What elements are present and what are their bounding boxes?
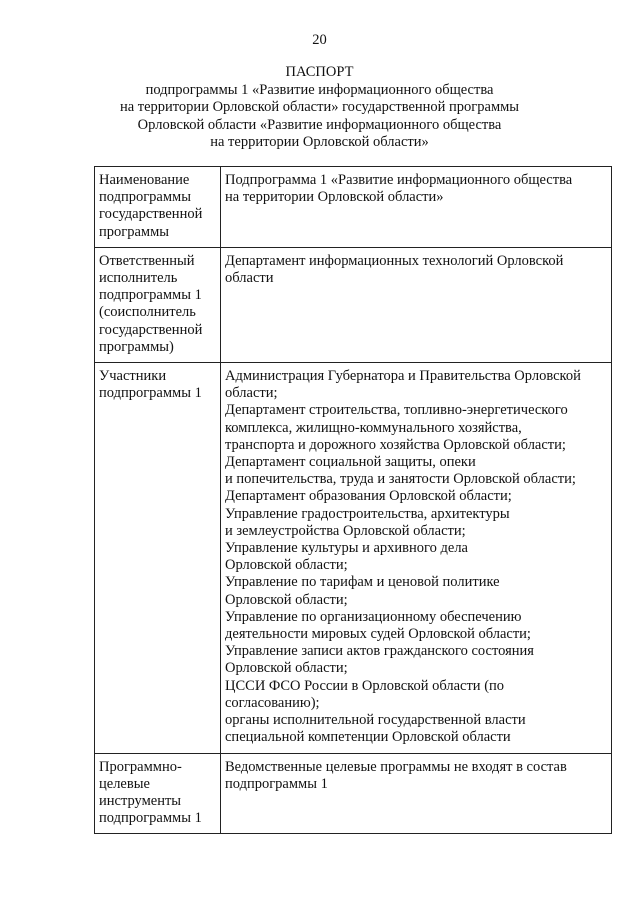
row-value-line: комплекса, жилищно-коммунального хозяйства,	[225, 419, 522, 436]
subtitle-line: Орловской области «Развитие информационного общества	[137, 116, 502, 133]
row-label-line: целевые	[99, 775, 150, 792]
row-value-line: Департамент информационных технологий Орловской	[225, 252, 564, 269]
row-label-line: государственной	[99, 321, 203, 338]
row-value-line: Управление культуры и архивного дела	[225, 540, 468, 557]
document-header	[0, 64, 639, 152]
row-value-line: подпрограммы 1	[225, 775, 328, 792]
subtitle-line: подпрограммы 1 «Развитие информационного общества	[145, 81, 494, 98]
row-label-line: Программно-	[99, 758, 182, 775]
row-label-line: программы	[99, 223, 169, 240]
row-value-line: Орловской области;	[225, 591, 348, 608]
row-value-line: и попечительства, труда и занятости Орловской области;	[225, 471, 576, 488]
row-value-line: Департамент социальной защиты, опеки	[225, 454, 476, 471]
row-value-line: Ведомственные целевые программы не входят в состав	[225, 758, 567, 775]
row-value-line: Подпрограмма 1 «Развитие информационного общества	[225, 172, 573, 188]
subtitle-line: на территории Орловской области» государственной программы	[119, 99, 520, 115]
table-row	[95, 363, 612, 753]
row-label-line: инструменты	[99, 792, 182, 809]
row-label-line: государственной	[99, 206, 203, 223]
row-value-line: области	[225, 270, 274, 287]
row-value-line: Орловской области;	[225, 660, 348, 677]
row-label-line: подпрограммы 1	[99, 810, 202, 827]
row-value-line: Орловской области;	[225, 557, 348, 574]
row-label-line: Ответственный	[99, 252, 195, 269]
table-row	[95, 167, 612, 248]
row-label-cell	[95, 247, 221, 362]
subtitle-line: на территории Орловской области»	[210, 134, 429, 150]
row-value-line: органы исполнительной государственной власти	[225, 712, 526, 729]
row-value-line: согласованию);	[225, 694, 320, 711]
row-value-line: на территории Орловской области»	[225, 189, 444, 206]
row-value-line: Управление по тарифам и ценовой политике	[225, 574, 500, 591]
row-value-cell	[221, 753, 612, 834]
row-value-line: Управление записи актов гражданского состояния	[225, 643, 534, 660]
table-row	[95, 753, 612, 834]
row-value-line: Управление по организационному обеспечению	[225, 608, 522, 625]
row-value-line: специальной компетенции Орловской области	[225, 729, 511, 746]
page-number: 20	[312, 32, 327, 48]
row-label-line: подпрограммы 1	[99, 385, 202, 402]
row-value-line: Администрация Губернатора и Правительства Орловской	[225, 368, 581, 385]
row-label-line: программы)	[99, 338, 174, 355]
row-value-line: деятельности мировых судей Орловской области;	[225, 626, 531, 643]
row-value-line: и землеустройства Орловской области;	[225, 522, 466, 539]
row-label-line: (соисполнитель	[99, 304, 196, 321]
row-label-cell	[95, 363, 221, 753]
row-label-cell	[95, 167, 221, 248]
row-value-line: транспорта и дорожного хозяйства Орловской области;	[225, 436, 566, 453]
row-value-line: Департамент строительства, топливно-энергетического	[225, 402, 568, 419]
row-value-line: ЦССИ ФСО России в Орловской области (по	[225, 677, 505, 694]
row-label-line: подпрограммы 1	[99, 287, 202, 304]
row-label-line: Наименование	[99, 172, 190, 188]
row-value-line: области;	[225, 385, 278, 402]
row-value-cell	[221, 167, 612, 248]
row-value-line: Департамент образования Орловской области;	[225, 488, 512, 505]
row-value-cell	[221, 247, 612, 362]
row-label-line: подпрограммы	[99, 189, 191, 206]
document-title: ПАСПОРТ	[285, 64, 354, 80]
row-value-cell	[221, 363, 612, 753]
table-row	[95, 247, 612, 362]
passport-table	[94, 166, 612, 834]
row-label-cell	[95, 753, 221, 834]
row-label-line: исполнитель	[99, 270, 178, 287]
row-label-line: Участники	[99, 368, 167, 385]
row-value-line: Управление градостроительства, архитектуры	[225, 505, 510, 522]
